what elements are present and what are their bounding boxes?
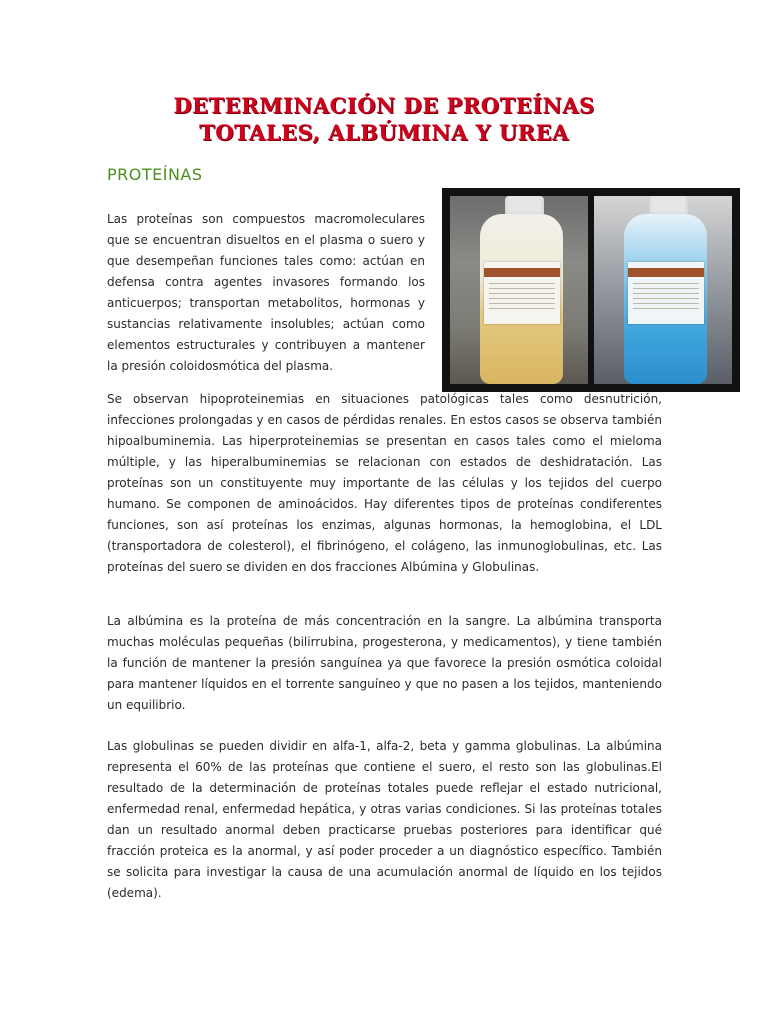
paragraph-intro: Las proteínas son compuestos macromoleculares que se encuentran disueltos en el plasma o suero y que desempeñan funciones tales como: actúan en defensa contra agentes invasores formando los anticuerpos; transportan metabolitos, hormonas y sustancias relativamente insolubles; actúan como elementos estructurales y contribuyen a mantener la presión coloidosmótica del plasma.	[107, 212, 425, 373]
bottle-label	[628, 262, 704, 324]
blue-reagent-bottle-image	[594, 196, 732, 384]
bottle-icon	[480, 214, 563, 384]
bottle-label	[484, 262, 560, 324]
label-text-lines	[633, 283, 699, 313]
label-band	[628, 268, 704, 277]
document-title	[0, 92, 768, 146]
yellow-reagent-bottle-image	[450, 196, 588, 384]
label-text-lines	[489, 283, 555, 313]
title-line-2: TOTALES, ALBÚMINA Y UREA	[199, 120, 569, 145]
paragraph-hipoproteinemias: Se observan hipoproteinemias en situaciones patológicas tales como desnutrición, infecciones prolongadas y en casos de pérdidas renales. En estos casos se observa también hipoalbuminemia. Las hiperproteinemias se presentan en casos tales como el mieloma múltiple, y las hiperalbuminemias se relacionan con estados de deshidratación. Las proteínas son un constituyente muy importante de las células y los tejidos del cuerpo humano. Se componen de aminoácidos. Hay diferentes tipos de proteínas condiferentes funciones, son así proteínas los enzimas, algunas hormonas, la hemoglobina, el LDL (transportadora de colesterol), el fibrinógeno, el colágeno, las inmunoglobulinas, etc. Las proteínas del suero se dividen en dos fracciones Albúmina y Globulinas.	[107, 392, 662, 574]
paragraph-albumina: La albúmina es la proteína de más concentración en la sangre. La albúmina transporta muchas moléculas pequeñas (bilirrubina, progesterona, y medicamentos), y tiene también la función de mantener la presión sanguínea ya que favorece la presión osmótica coloidal para mantener líquidos en el torrente sanguíneo y que no pasen a los tejidos, manteniendo un equilibrio.	[107, 614, 662, 712]
paragraph-globulinas: Las globulinas se pueden dividir en alfa-1, alfa-2, beta y gamma globulinas. La albúmina representa el 60% de las proteínas que contiene el suero, el resto son las globulinas.El resultado de la determinación de proteínas totales puede reflejar el estado nutricional, enfermedad renal, enfermedad hepática, y otras varias condiciones. Si las proteínas totales dan un resultado anormal deben practicarse pruebas posteriores para identificar qué fracción proteica es la anormal, y así poder proceder a un diagnóstico específico. También se solicita para investigar la causa de una acumulación anormal de líquido en los tejidos (edema).	[107, 739, 662, 900]
section-heading-proteinas: PROTEÍNAS	[107, 165, 203, 184]
reagent-bottles-photo	[442, 188, 740, 392]
label-band	[484, 268, 560, 277]
title-line-1: DETERMINACIÓN DE PROTEÍNAS	[173, 93, 595, 118]
bottle-icon	[624, 214, 707, 384]
